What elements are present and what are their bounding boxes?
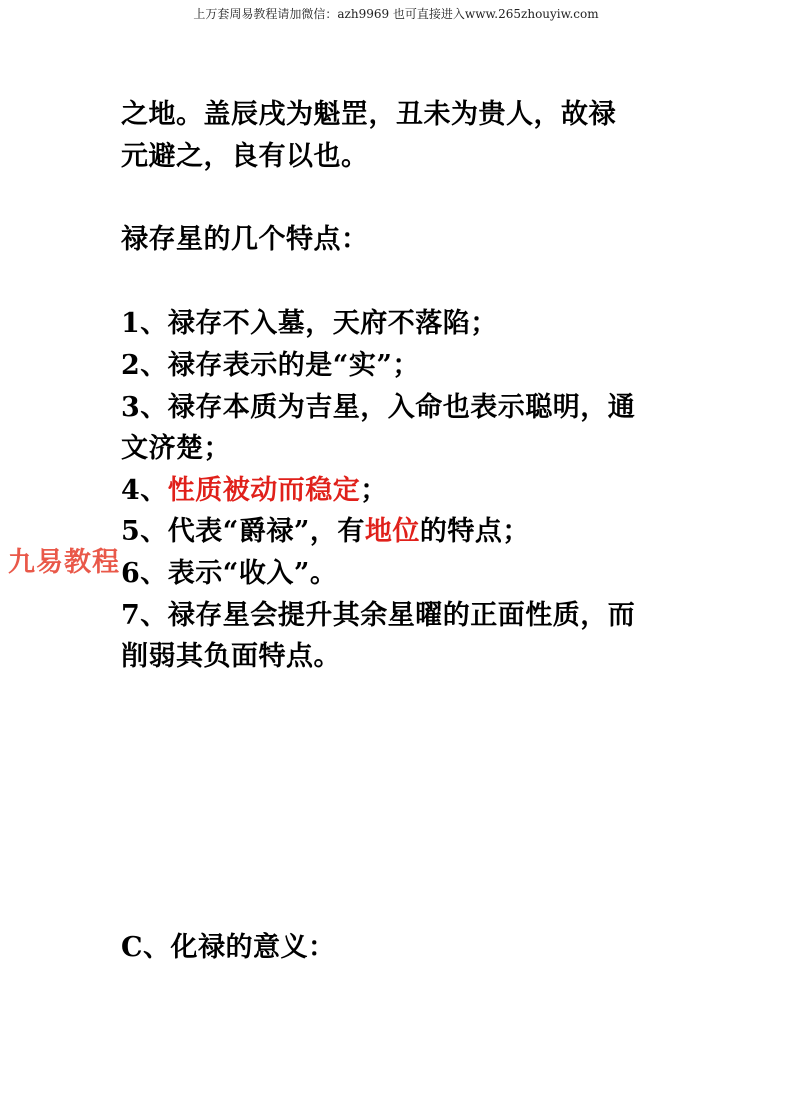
list-item bbox=[121, 514, 530, 550]
section-heading: 禄存星的几个特点： bbox=[121, 224, 369, 255]
section-heading: C、化禄的意义： bbox=[121, 932, 336, 963]
list-item: 6、表示“收入”。 bbox=[121, 558, 338, 589]
list-item-continuation: 文济楚； bbox=[121, 433, 231, 464]
list-item: 7、禄存星会提升其余星曜的正面性质，而 bbox=[121, 600, 636, 631]
highlighted-text: 性质被动而稳定 bbox=[167, 475, 361, 506]
list-item-text: 的特点； bbox=[419, 516, 530, 547]
list-item: 3、禄存本质为吉星，入命也表示聪明，通 bbox=[121, 392, 636, 423]
list-item-text: ； bbox=[360, 475, 388, 506]
list-item-text: 5、代表“爵禄”，有 bbox=[121, 516, 365, 547]
paragraph-line: 之地。盖辰戌为魁罡，丑未为贵人，故禄 bbox=[121, 99, 616, 130]
list-item: 1、禄存不入墓，天府不落陷； bbox=[121, 308, 498, 339]
paragraph-line: 元避之，良有以也。 bbox=[121, 141, 369, 172]
watermark: 九易教程 bbox=[8, 547, 120, 578]
list-item bbox=[121, 473, 388, 509]
list-item: 2、禄存表示的是“实”； bbox=[121, 350, 420, 381]
list-item-continuation: 削弱其负面特点。 bbox=[121, 641, 341, 672]
page-header: 上万套周易教程请加微信：azh9969 也可直接进入www.265zhouyiw.com bbox=[193, 7, 599, 21]
highlighted-text: 地位 bbox=[364, 516, 420, 547]
list-item-number: 4、 bbox=[121, 475, 168, 506]
